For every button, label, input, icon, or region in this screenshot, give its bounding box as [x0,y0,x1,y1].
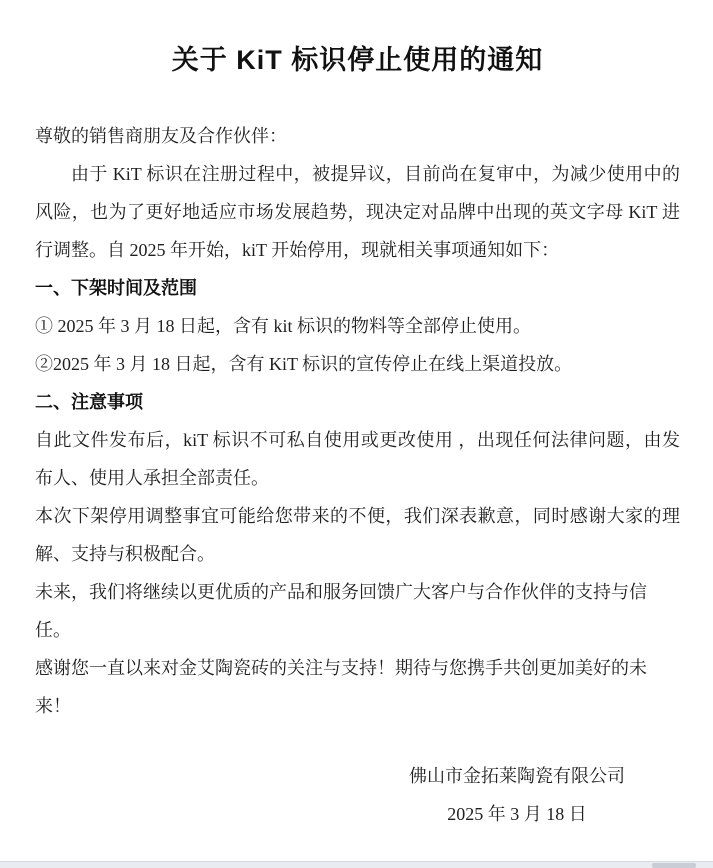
section2-heading: 二、注意事项 [35,392,143,412]
section2-paragraph-1: 自此文件发布后，kiT 标识不可私自使用或更改使用 ，出现任何法律问题，由发布人、使用人承担全部责任。 [35,430,680,488]
section1-heading: 一、下架时间及范围 [35,278,197,298]
section2-paragraph-3: 未来，我们将继续以更优质的产品和服务回馈广大客户与合作伙伴的支持与信任。 [35,582,647,640]
section1-item-2: ②2025 年 3 月 18 日起，含有 KiT 标识的宣传停止在线上渠道投放。 [35,354,573,374]
signature-date: 2025 年 3 月 18 日 [447,804,587,824]
signature-block [409,757,625,833]
section2-paragraph-2: 本次下架停用调整事宜可能给您带来的不便，我们深表歉意，同时感谢大家的理解、支持与积极配合。 [35,506,680,564]
intro-paragraph: 由于 KiT 标识在注册过程中，被提异议，目前尚在复审中，为减少使用中的风险，也为了更好地适应市场发展趋势，现决定对品牌中出现的英文字母 KiT 进行调整。自 2025 年开始，kiT 开始停用，现就相关事项通知如下： [35,164,680,260]
signature-company: 佛山市金拓莱陶瓷有限公司 [409,766,625,786]
document-title: 关于 KiT 标识停止使用的通知 [171,45,544,75]
section2-paragraph-4: 感谢您一直以来对金艾陶瓷砖的关注与支持！期待与您携手共创更加美好的未来！ [35,658,647,716]
salutation: 尊敬的销售商朋友及合作伙伴： [35,126,287,146]
horizontal-scrollbar[interactable] [0,861,713,868]
section1-item-1: ① 2025 年 3 月 18 日起，含有 kit 标识的物料等全部停止使用。 [35,316,531,336]
horizontal-scrollbar-thumb[interactable] [652,863,696,868]
